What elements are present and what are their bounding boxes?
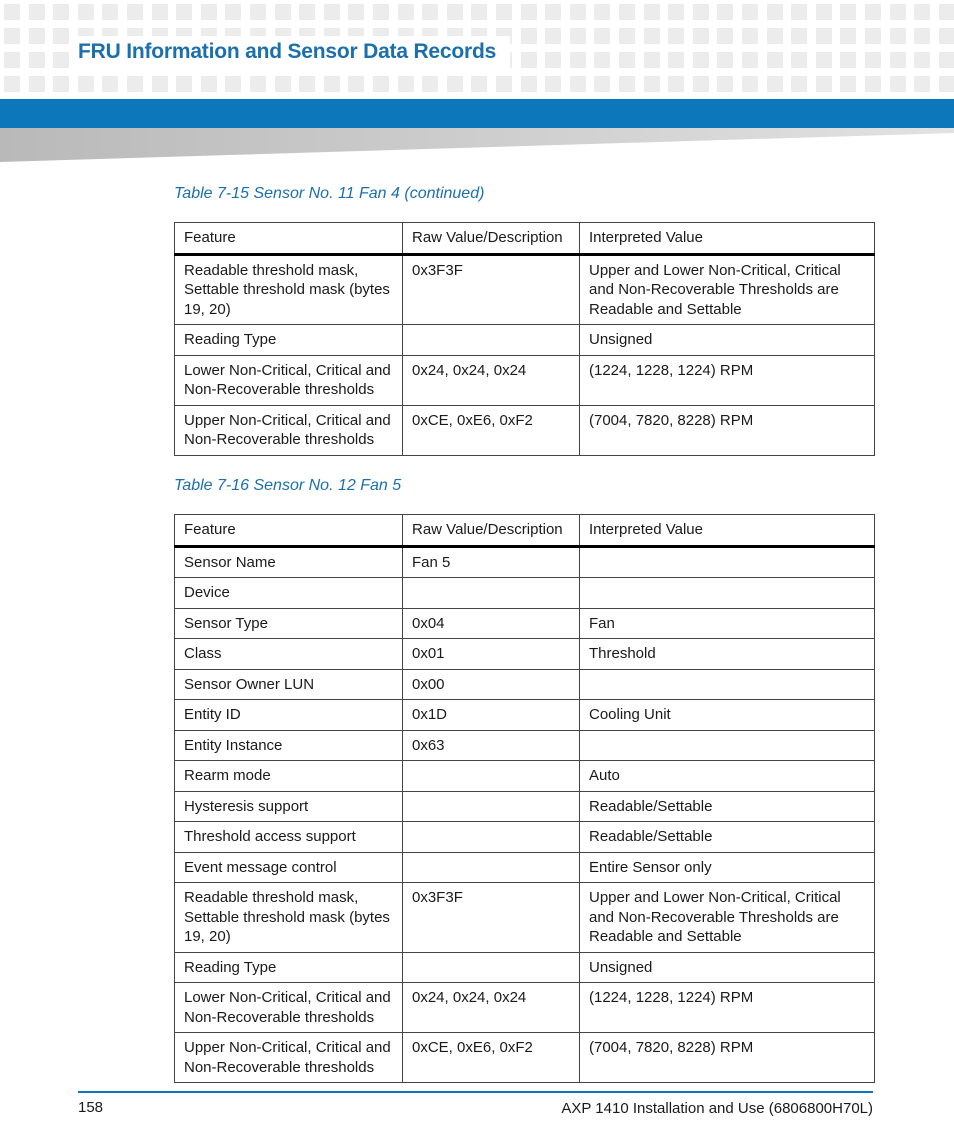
table-cell — [403, 852, 580, 883]
table-cell: Upper and Lower Non-Critical, Critical and Non-Recoverable Thresholds are Readable and Settable — [580, 254, 875, 325]
table-cell: 0xCE, 0xE6, 0xF2 — [403, 1033, 580, 1083]
table-cell: Reading Type — [175, 325, 403, 356]
pattern-square — [78, 76, 94, 92]
pattern-square — [53, 76, 69, 92]
table-cell: Hysteresis support — [175, 791, 403, 822]
table-cell — [580, 578, 875, 609]
table-cell: Readable threshold mask, Settable threshold mask (bytes 19, 20) — [175, 883, 403, 953]
table-row — [175, 852, 875, 883]
pattern-square — [324, 76, 340, 92]
table-cell: Fan 5 — [403, 546, 580, 578]
pattern-square — [816, 76, 832, 92]
table-cell: Unsigned — [580, 952, 875, 983]
table-cell: (7004, 7820, 8228) RPM — [580, 405, 875, 455]
table-cell: Sensor Type — [175, 608, 403, 639]
pattern-square — [299, 4, 315, 20]
table-7-15 — [174, 222, 875, 456]
table-cell: Reading Type — [175, 952, 403, 983]
pattern-square — [939, 4, 954, 20]
pattern-square — [668, 28, 684, 44]
table-cell — [403, 952, 580, 983]
table-cell: Upper Non-Critical, Critical and Non-Recoverable thresholds — [175, 405, 403, 455]
table-row — [175, 355, 875, 405]
pattern-square — [225, 4, 241, 20]
pattern-square — [176, 4, 192, 20]
page-number: 158 — [78, 1099, 104, 1116]
table-cell: (1224, 1228, 1224) RPM — [580, 983, 875, 1033]
pattern-square — [496, 4, 512, 20]
table-cell: 0x3F3F — [403, 883, 580, 953]
pattern-square — [767, 4, 783, 20]
table-cell — [580, 669, 875, 700]
pattern-square — [890, 76, 906, 92]
pattern-square — [939, 76, 954, 92]
pattern-square — [545, 28, 561, 44]
table-cell — [403, 822, 580, 853]
table-cell: Device — [175, 578, 403, 609]
pattern-square — [102, 4, 118, 20]
pattern-square — [816, 52, 832, 68]
pattern-square — [668, 4, 684, 20]
table-row — [175, 952, 875, 983]
pattern-square — [373, 76, 389, 92]
pattern-square — [693, 28, 709, 44]
table-row — [175, 578, 875, 609]
pattern-square — [693, 76, 709, 92]
table-row — [175, 608, 875, 639]
pattern-square — [348, 76, 364, 92]
table-row — [175, 883, 875, 953]
pattern-square — [447, 76, 463, 92]
pattern-square — [791, 52, 807, 68]
pattern-square — [422, 4, 438, 20]
column-header: Interpreted Value — [580, 223, 875, 255]
table-cell — [580, 730, 875, 761]
pattern-square — [4, 4, 20, 20]
pattern-square — [865, 76, 881, 92]
pattern-square — [865, 28, 881, 44]
table-row — [175, 639, 875, 670]
table-cell: Auto — [580, 761, 875, 792]
pattern-square — [840, 52, 856, 68]
pattern-square — [275, 76, 291, 92]
pattern-square — [644, 28, 660, 44]
table-cell: Lower Non-Critical, Critical and Non-Recoverable thresholds — [175, 983, 403, 1033]
table-7-15-caption: Table 7-15 Sensor No. 11 Fan 4 (continued) — [174, 185, 485, 202]
document-title: AXP 1410 Installation and Use (6806800H70L) — [561, 1100, 873, 1117]
table-cell: 0x24, 0x24, 0x24 — [403, 355, 580, 405]
pattern-square — [29, 76, 45, 92]
pattern-square — [152, 4, 168, 20]
pattern-square — [447, 4, 463, 20]
pattern-square — [4, 76, 20, 92]
pattern-square — [570, 28, 586, 44]
table-cell: Readable/Settable — [580, 822, 875, 853]
footer-rule — [78, 1091, 873, 1093]
pattern-square — [693, 4, 709, 20]
pattern-square — [594, 52, 610, 68]
pattern-square — [78, 4, 94, 20]
pattern-square — [594, 76, 610, 92]
table-row — [175, 546, 875, 578]
pattern-square — [693, 52, 709, 68]
pattern-square — [127, 76, 143, 92]
pattern-square — [545, 4, 561, 20]
table-cell: 0x00 — [403, 669, 580, 700]
table-row — [175, 669, 875, 700]
pattern-square — [668, 52, 684, 68]
table-cell: Lower Non-Critical, Critical and Non-Recoverable thresholds — [175, 355, 403, 405]
table-header-row — [175, 515, 875, 547]
pattern-square — [816, 28, 832, 44]
pattern-square — [890, 52, 906, 68]
table-7-16-body — [175, 546, 875, 1083]
pattern-square — [914, 52, 930, 68]
pattern-square — [570, 76, 586, 92]
table-cell: 0xCE, 0xE6, 0xF2 — [403, 405, 580, 455]
pattern-square — [225, 76, 241, 92]
pattern-square — [939, 52, 954, 68]
table-cell: Sensor Owner LUN — [175, 669, 403, 700]
pattern-square — [619, 52, 635, 68]
pattern-square — [545, 52, 561, 68]
pattern-square — [29, 52, 45, 68]
pattern-square — [4, 28, 20, 44]
column-header: Raw Value/Description — [403, 223, 580, 255]
table-row — [175, 983, 875, 1033]
pattern-square — [816, 4, 832, 20]
table-row — [175, 700, 875, 731]
pattern-square — [29, 28, 45, 44]
table-header-row — [175, 223, 875, 255]
pattern-square — [767, 28, 783, 44]
pattern-square — [914, 76, 930, 92]
table-cell: Upper and Lower Non-Critical, Critical and Non-Recoverable Thresholds are Readable and Settable — [580, 883, 875, 953]
pattern-square — [250, 4, 266, 20]
pattern-square — [471, 4, 487, 20]
pattern-square — [914, 28, 930, 44]
pattern-square — [717, 4, 733, 20]
table-cell: Entity Instance — [175, 730, 403, 761]
pattern-square — [570, 52, 586, 68]
pattern-square — [570, 4, 586, 20]
pattern-square — [914, 4, 930, 20]
pattern-square — [299, 76, 315, 92]
table-cell: (1224, 1228, 1224) RPM — [580, 355, 875, 405]
column-header: Feature — [175, 223, 403, 255]
table-cell — [403, 761, 580, 792]
pattern-square — [373, 4, 389, 20]
pattern-square — [865, 52, 881, 68]
table-row — [175, 254, 875, 325]
table-cell: Entire Sensor only — [580, 852, 875, 883]
table-cell — [403, 791, 580, 822]
pattern-square — [742, 76, 758, 92]
pattern-square — [29, 4, 45, 20]
pattern-square — [717, 76, 733, 92]
header-blue-bar — [0, 99, 954, 128]
pattern-square — [840, 4, 856, 20]
pattern-square — [767, 52, 783, 68]
pattern-square — [840, 28, 856, 44]
table-cell: Fan — [580, 608, 875, 639]
pattern-square — [644, 52, 660, 68]
pattern-square — [201, 76, 217, 92]
pattern-square — [521, 28, 537, 44]
pattern-square — [53, 4, 69, 20]
pattern-square — [324, 4, 340, 20]
pattern-square — [890, 28, 906, 44]
pattern-square — [4, 52, 20, 68]
pattern-square — [939, 28, 954, 44]
table-row — [175, 405, 875, 455]
pattern-square — [471, 76, 487, 92]
pattern-square — [521, 76, 537, 92]
header-grey-swoosh — [0, 128, 954, 164]
pattern-square — [668, 76, 684, 92]
pattern-square — [791, 76, 807, 92]
pattern-square — [545, 76, 561, 92]
table-cell: 0x3F3F — [403, 254, 580, 325]
table-cell: 0x01 — [403, 639, 580, 670]
pattern-square — [53, 28, 69, 44]
pattern-square — [791, 4, 807, 20]
pattern-square — [742, 4, 758, 20]
table-cell: Threshold access support — [175, 822, 403, 853]
pattern-square — [742, 52, 758, 68]
pattern-square — [791, 28, 807, 44]
table-7-16-caption: Table 7-16 Sensor No. 12 Fan 5 — [174, 477, 402, 494]
table-7-16 — [174, 514, 875, 1083]
table-cell: 0x04 — [403, 608, 580, 639]
table-cell: 0x63 — [403, 730, 580, 761]
pattern-square — [176, 76, 192, 92]
pattern-square — [275, 4, 291, 20]
pattern-square — [865, 4, 881, 20]
table-cell: Threshold — [580, 639, 875, 670]
table-cell — [403, 325, 580, 356]
pattern-square — [152, 76, 168, 92]
table-row — [175, 730, 875, 761]
pattern-square — [521, 52, 537, 68]
pattern-square — [890, 4, 906, 20]
table-row — [175, 791, 875, 822]
pattern-square — [102, 76, 118, 92]
table-7-15-body — [175, 254, 875, 455]
table-row — [175, 1033, 875, 1083]
pattern-square — [644, 76, 660, 92]
table-cell: 0x1D — [403, 700, 580, 731]
pattern-square — [767, 76, 783, 92]
pattern-square — [619, 4, 635, 20]
pattern-square — [201, 4, 217, 20]
pattern-square — [594, 28, 610, 44]
table-cell: Sensor Name — [175, 546, 403, 578]
pattern-square — [619, 76, 635, 92]
table-cell — [403, 578, 580, 609]
pattern-square — [127, 4, 143, 20]
pattern-square — [742, 28, 758, 44]
table-cell: Unsigned — [580, 325, 875, 356]
pattern-square — [496, 76, 512, 92]
pattern-square — [521, 4, 537, 20]
column-header: Interpreted Value — [580, 515, 875, 547]
page-title: FRU Information and Sensor Data Records — [78, 40, 497, 63]
pattern-square — [422, 76, 438, 92]
table-cell: Rearm mode — [175, 761, 403, 792]
table-cell: Readable/Settable — [580, 791, 875, 822]
pattern-square — [717, 28, 733, 44]
table-cell: Entity ID — [175, 700, 403, 731]
pattern-square — [398, 4, 414, 20]
pattern-square — [53, 52, 69, 68]
pattern-square — [398, 76, 414, 92]
column-header: Feature — [175, 515, 403, 547]
table-cell: Cooling Unit — [580, 700, 875, 731]
table-row — [175, 761, 875, 792]
table-row — [175, 325, 875, 356]
table-cell: Readable threshold mask, Settable threshold mask (bytes 19, 20) — [175, 254, 403, 325]
pattern-square — [348, 4, 364, 20]
table-cell: Class — [175, 639, 403, 670]
column-header: Raw Value/Description — [403, 515, 580, 547]
table-row — [175, 822, 875, 853]
pattern-square — [594, 4, 610, 20]
table-cell: 0x24, 0x24, 0x24 — [403, 983, 580, 1033]
table-cell: Event message control — [175, 852, 403, 883]
table-cell: (7004, 7820, 8228) RPM — [580, 1033, 875, 1083]
table-cell — [580, 546, 875, 578]
table-cell: Upper Non-Critical, Critical and Non-Recoverable thresholds — [175, 1033, 403, 1083]
pattern-square — [250, 76, 266, 92]
pattern-square — [840, 76, 856, 92]
pattern-square — [717, 52, 733, 68]
pattern-square — [619, 28, 635, 44]
pattern-square — [644, 4, 660, 20]
